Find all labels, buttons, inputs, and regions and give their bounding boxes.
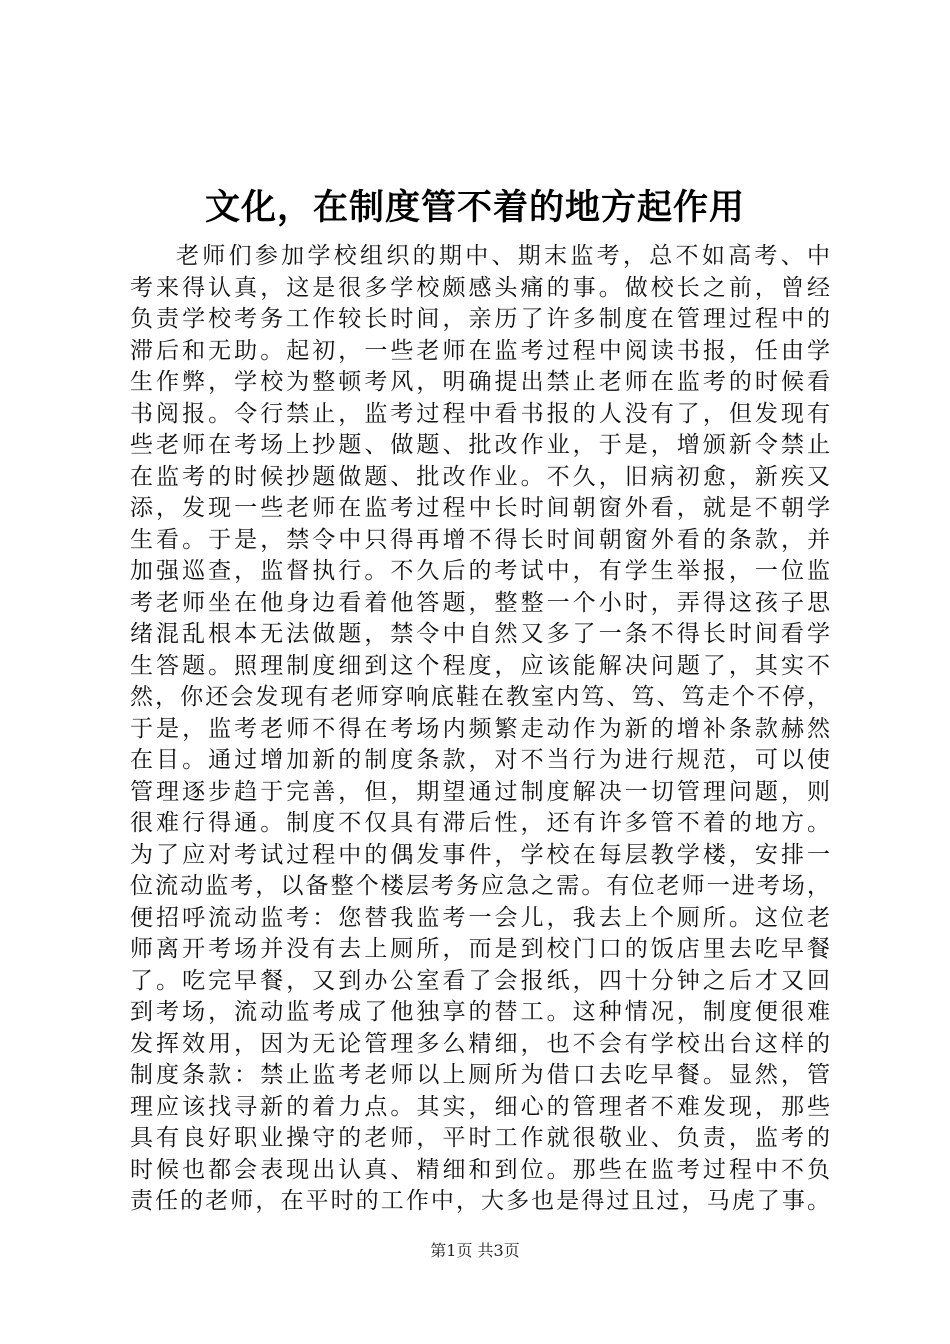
body-line: 绪混乱根本无法做题，禁令中自然又多了一条不得长时间看学 (130, 621, 830, 647)
body-line: 然，你还会发现有老师穿响底鞋在教室内笃、笃、笃走个不停， (130, 684, 830, 710)
body-line: 书阅报。令行禁止，监考过程中看书报的人没有了，但发现有 (130, 400, 830, 427)
body-line: 生看。于是，禁令中只得再增不得长时间朝窗外看的条款，并 (130, 526, 830, 553)
body-line: 发挥效用，因为无论管理多么精细，也不会有学校出台这样的 (130, 1030, 830, 1057)
body-line: 具有良好职业操守的老师，平时工作就很敬业、负责，监考的 (130, 1125, 830, 1151)
body-line: 加强巡查，监督执行。不久后的考试中，有学生举报，一位监 (130, 558, 830, 584)
body-line: 负责学校考务工作较长时间，亲历了许多制度在管理过程中的 (130, 306, 830, 332)
body-line: 位流动监考，以备整个楼层考务应急之需。有位老师一进考场， (130, 873, 830, 899)
body-line: 老师们参加学校组织的期中、期末监考，总不如高考、中 (176, 243, 830, 269)
body-line: 了。吃完早餐，又到办公室看了会报纸，四十分钟之后才又回 (130, 967, 830, 994)
body-line: 在监考的时候抄题做题、批改作业。不久，旧病初愈，新疾又 (130, 463, 830, 490)
body-line: 些老师在考场上抄题、做题、批改作业，于是，增颁新令禁止 (130, 432, 830, 458)
body-line: 责任的老师，在平时的工作中，大多也是得过且过，马虎了事。 (130, 1188, 830, 1214)
body-line: 很难行得通。制度不仅具有滞后性，还有许多管不着的地方。 (130, 810, 830, 836)
body-line: 在目。通过增加新的制度条款，对不当行为进行规范，可以使 (130, 747, 830, 773)
body-line: 考来得认真，这是很多学校颇感头痛的事。做校长之前，曾经 (130, 274, 830, 301)
body-line: 为了应对考试过程中的偶发事件，学校在每层教学楼，安排一 (130, 841, 830, 868)
body-line: 滞后和无助。起初，一些老师在监考过程中阅读书报，任由学 (130, 337, 830, 364)
body-line: 于是，监考老师不得在考场内频繁走动作为新的增补条款赫然 (130, 715, 830, 742)
page-number-footer: 第1页 共3页 (430, 1241, 520, 1260)
body-line: 生答题。照理制度细到这个程度，应该能解决问题了，其实不 (130, 652, 830, 679)
body-line: 制度条款：禁止监考老师以上厕所为借口去吃早餐。显然，管 (130, 1062, 830, 1088)
body-line: 考老师坐在他身边看着他答题，整整一个小时，弄得这孩子思 (130, 589, 830, 616)
body-line: 管理逐步趋于完善，但，期望通过制度解决一切管理问题，则 (130, 778, 830, 805)
body-line: 生作弊，学校为整顿考风，明确提出禁止老师在监考的时候看 (130, 369, 830, 395)
body-line: 时候也都会表现出认真、精细和到位。那些在监考过程中不负 (130, 1156, 830, 1183)
document-body (130, 241, 830, 1218)
body-line: 师离开考场并没有去上厕所，而是到校门口的饭店里去吃早餐 (130, 936, 830, 962)
body-line: 添，发现一些老师在监考过程中长时间朝窗外看，就是不朝学 (130, 495, 830, 521)
body-line: 便招呼流动监考：您替我监考一会儿，我去上个厕所。这位老 (130, 904, 830, 931)
body-line: 理应该找寻新的着力点。其实，细心的管理者不难发现，那些 (130, 1093, 830, 1120)
body-line: 到考场，流动监考成了他独享的替工。这种情况，制度便很难 (130, 999, 830, 1025)
document-title: 文化，在制度管不着的地方起作用 (204, 187, 745, 228)
